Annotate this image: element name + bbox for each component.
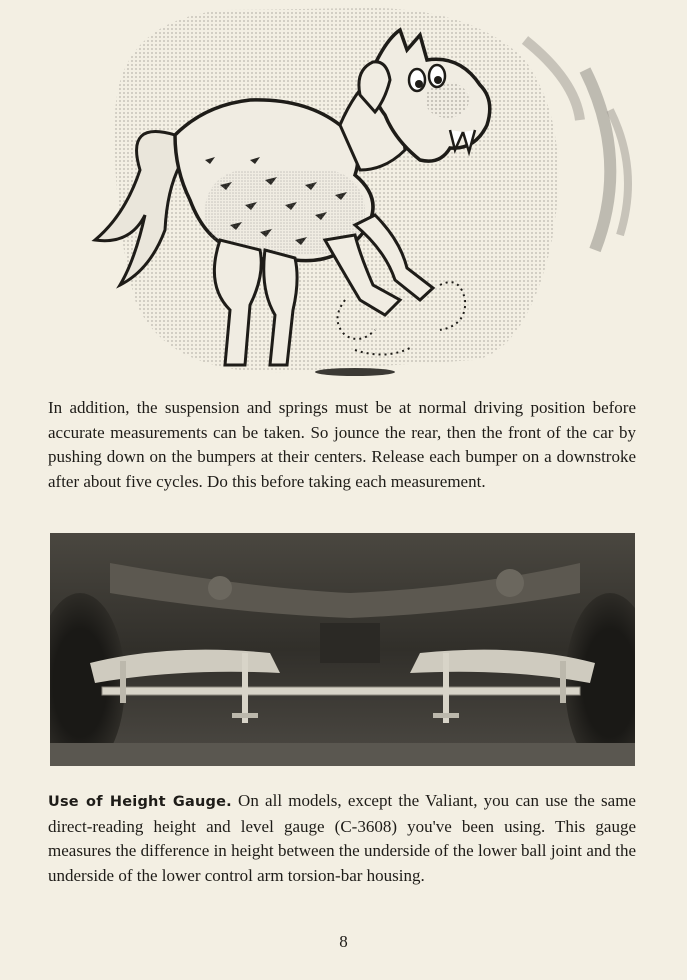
instruction-paragraph <box>48 396 636 494</box>
gauge-paragraph <box>48 789 636 888</box>
paragraph-text: On all models, except the Valiant, you can use the same direct-reading height and level gauge (C-3608) you've been using. This gauge measures the difference in height between the underside of the lower ball joint and the underside of the lower control arm torsion-bar housing. <box>48 791 636 885</box>
horse-illustration <box>55 0 635 392</box>
section-heading: Use of Height Gauge. <box>48 794 232 810</box>
gauge-post <box>443 653 449 723</box>
gauge-post <box>242 653 248 723</box>
horse-eye <box>409 69 425 91</box>
paragraph-text: In addition, the suspension and springs must be at normal driving position before accurate measurements can be taken. So jounce the rear, then the front of the car by pushing down on the bumpers at their centers. Release each bumper on a downstroke after about five cycles. Do this before taking each measurement. <box>48 398 636 491</box>
page-number: 8 <box>339 932 348 951</box>
motion-streak <box>585 70 610 250</box>
height-gauge-bar <box>102 687 580 695</box>
suspension-photo <box>50 533 635 766</box>
ground-shadow <box>315 368 395 376</box>
